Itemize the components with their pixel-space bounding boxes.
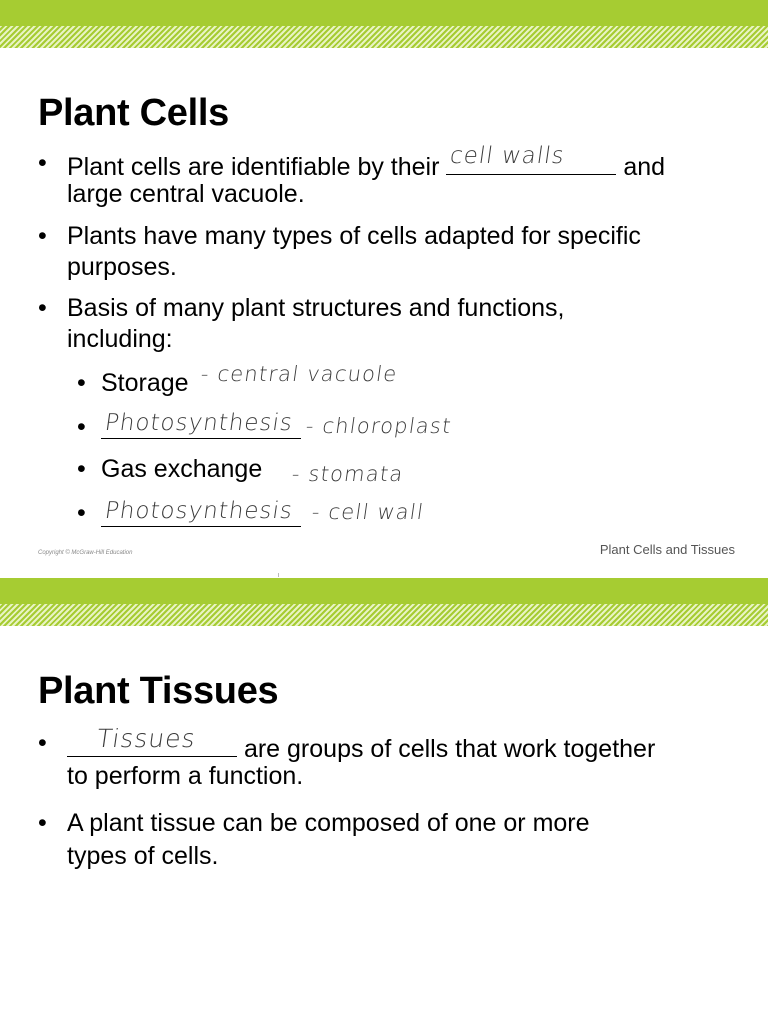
handwritten-note: - chloroplast xyxy=(304,414,454,438)
handwritten-note: - central vacuole xyxy=(199,362,400,386)
bullet-tissues xyxy=(67,724,656,765)
sub-bullet-dot: • xyxy=(77,455,86,483)
bullet-text: Plants have many types of cells adapted for specific xyxy=(67,222,641,250)
bullet-dot: • xyxy=(38,294,47,322)
slide-plant-tissues xyxy=(0,578,768,1024)
bullet-text-line2: including: xyxy=(67,325,173,353)
handwritten-note: - stomata xyxy=(290,462,406,486)
header-band xyxy=(0,0,768,48)
slide-title: Plant Tissues xyxy=(38,670,279,712)
header-band xyxy=(0,578,768,626)
answer-blank xyxy=(101,496,301,527)
bullet-text: A plant tissue can be composed of one or more xyxy=(67,809,590,837)
bullet-cell-walls xyxy=(67,143,666,183)
bullet-text: and xyxy=(623,153,666,181)
handwritten-note: - cell wall xyxy=(310,500,426,524)
sub-bullet-dot: • xyxy=(77,369,86,397)
handwritten-answer: Photosynthesis xyxy=(103,498,295,524)
handwritten-answer: cell walls xyxy=(448,143,567,169)
bullet-text: are groups of cells that work together xyxy=(243,735,656,763)
bullet-text-line2: types of cells. xyxy=(67,842,219,870)
bullet-dot: • xyxy=(38,222,47,250)
answer-blank xyxy=(101,410,301,439)
bullet-dot: • xyxy=(38,149,47,177)
slide-footer-title: Plant Cells and Tissues xyxy=(599,542,735,557)
copyright-footer: Copyright © McGraw-Hill Education xyxy=(38,550,133,556)
slide-title: Plant Cells xyxy=(38,92,229,134)
sub-bullet-storage: Storage xyxy=(101,369,189,397)
bullet-text: Basis of many plant structures and functions, xyxy=(67,294,565,322)
handwritten-answer: Tissues xyxy=(94,724,198,753)
bullet-dot: • xyxy=(38,809,47,837)
sub-bullet-dot: • xyxy=(77,413,86,441)
bullet-dot: • xyxy=(38,729,47,757)
sub-bullet-gas-exchange: Gas exchange xyxy=(101,455,263,483)
bullet-text-line2: purposes. xyxy=(67,253,177,281)
bullet-text: Plant cells are identifiable by their xyxy=(67,153,440,181)
bullet-text-line2: large central vacuole. xyxy=(67,180,305,208)
answer-blank xyxy=(446,143,616,175)
bullet-text-line2: to perform a function. xyxy=(67,762,304,790)
answer-blank xyxy=(67,724,237,757)
divider-mark xyxy=(278,573,279,577)
handwritten-answer: Photosynthesis xyxy=(103,410,295,436)
sub-bullet-dot: • xyxy=(77,499,86,527)
